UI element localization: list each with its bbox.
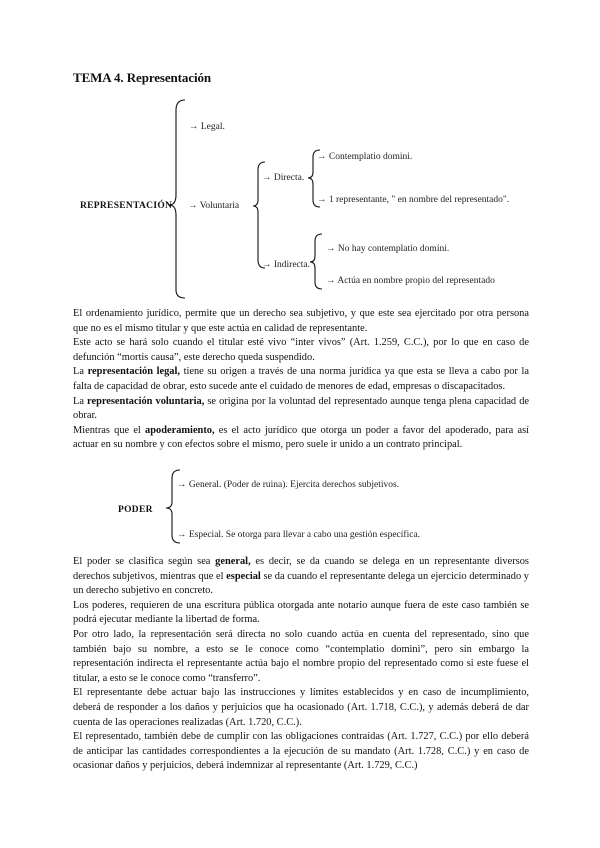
paragraph-text: La <box>73 366 88 378</box>
body-section-2 <box>73 555 529 774</box>
page-title: TEMA 4. Representación <box>73 70 212 85</box>
paragraph <box>73 628 529 686</box>
indirecta-item: → No hay contemplatio domini. <box>326 244 450 254</box>
bold-term: representación legal, <box>87 366 180 378</box>
paragraph-text: Mientras que el <box>73 424 146 436</box>
paragraph-text: se origina por la voluntad del representado aunque tenga plena capacidad de obrar. <box>73 395 529 422</box>
bold-term: general, <box>215 556 251 567</box>
paragraph-text: es decir, se da cuando se delega en un representante diversos derechos subjetivos, mientras que el <box>73 556 529 582</box>
paragraph-text: se da cuando el representante delega un ejercicio determinado y un derecho subjetivo en concreto. <box>73 570 529 597</box>
paragraph-text: Este acto se hará solo cuando el titular esté vivo “inter vivos” (Art. 1.259, C.C.), por lo que en caso de defunción “mortis causa”, este derecho queda suspendido. <box>73 337 529 363</box>
paragraph-text: La <box>73 395 88 407</box>
paragraph-text: El representado, también debe de cumplir con las obligaciones contraídas (Art. 1.727, C.C.) por ello deberá de anticipar las cantidades correspondientes a la ejecución de su mandato (Art. 1.728, C.C.) y en caso de ocasionar daños y perjuicios, deberá indemnizar al representante (Art. 1.729, C.C.) <box>73 731 529 772</box>
directa-item: → 1 representante, " en nombre del representado". <box>317 195 510 205</box>
indirecta-item: → Actúa en nombre propio del representado <box>326 276 495 286</box>
voluntaria-label: → Voluntaria <box>188 201 240 211</box>
paragraph <box>73 599 529 628</box>
bold-term: apoderamiento, <box>145 424 215 436</box>
paragraph-text: El representante debe actuar bajo las instrucciones y límites establecidos y en caso de incumplimiento, deberá de responder a los daños y perjuicios que ha ocasionado (Art. 1.718, C.C.), y además deberá de dar cuenta de las operaciones realizadas (Art. 1.720, C.C.). <box>73 687 529 728</box>
diagram-root-representacion: REPRESENTACIÓN <box>80 201 173 211</box>
directa-label: → Directa. <box>262 173 305 183</box>
paragraph-text: El ordenamiento jurídico, permite que un derecho sea subjetivo, y que este sea ejercitado por otra persona que no es el mismo titular y que este actúa en calidad de representante. <box>73 308 529 334</box>
bold-term: especial <box>226 570 261 582</box>
paragraph-text: Por otro lado, la representación será directa no solo cuando actúa en cuenta del representado, sino que también bajo su nombre, a esto se le conoce como “contemplatio domini”, pero sin embargo la representación indirecta el representante actúa bajo el nombre propio del representado como si este fuese el titular, a esto se le conoce como “transferro”. <box>73 628 529 684</box>
paragraph-text: El poder se clasifica según sea <box>73 556 216 567</box>
bold-term: representación voluntaria, <box>87 395 205 407</box>
paragraph <box>73 730 529 774</box>
paragraph <box>73 555 529 599</box>
diagram-root-poder: PODER <box>118 505 153 515</box>
paragraph <box>73 686 529 730</box>
directa-item: → Contemplatio domini. <box>317 152 413 162</box>
paragraph-text: Los poderes, requieren de una escritura pública otorgada ante notario aunque fuera de este caso también se podrá ejecutar mediante la libertad de forma. <box>73 599 529 626</box>
especial-label: → Especial. Se otorga para llevar a cabo una gestión específica. <box>177 530 421 540</box>
indirecta-label: → Indirecta. <box>262 260 311 270</box>
legal-label: → Legal. <box>189 122 225 132</box>
general-label: → General. (Poder de ruina). Ejercita derechos subjetivos. <box>177 480 400 490</box>
paragraph-text: es el acto jurídico que otorga un poder a favor del apoderado, para así actuar en su nombre y con efectos sobre el mismo, pero suele ir unido a un contrato principal. <box>73 424 530 451</box>
paragraph-text: tiene su origen a través de una norma jurídica ya que esta se lleva a cabo por la falta de capacidad de obrar, esto sucede ante el cuidado de menores de edad, empresas o discapacitados. <box>73 366 529 392</box>
